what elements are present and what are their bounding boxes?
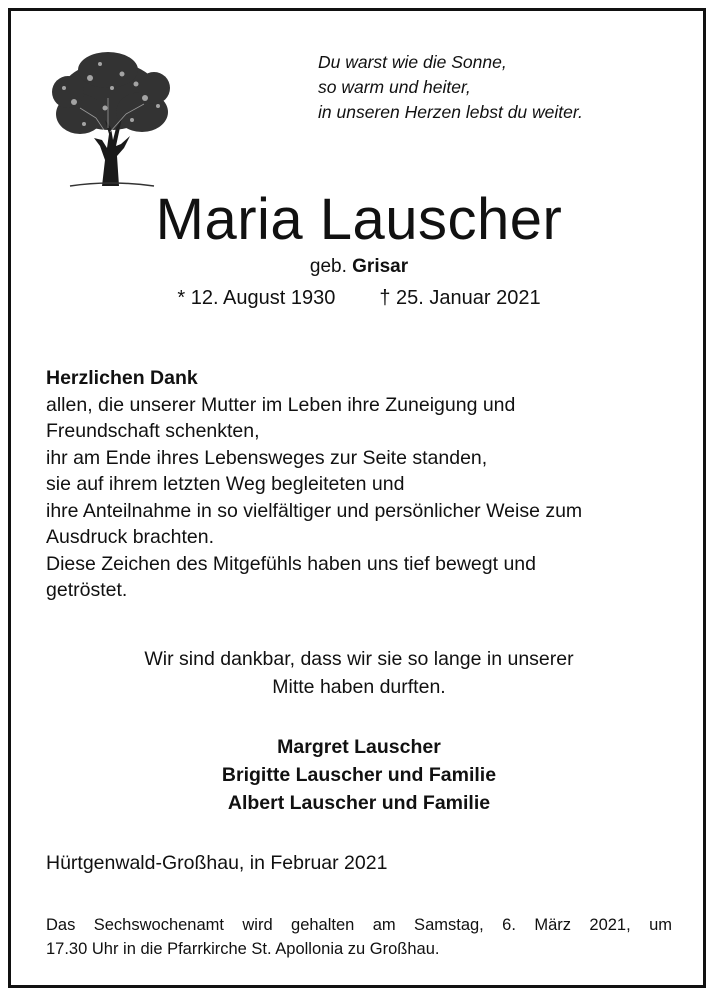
poem-line: so warm und heiter, (318, 77, 471, 97)
family-signatures (0, 733, 718, 817)
thanks-line: allen, die unserer Mutter im Leben ihre Zuneigung und (46, 393, 516, 416)
family-member: Albert Lauscher und Familie (227, 792, 491, 814)
family-member: Brigitte Lauscher und Familie (221, 764, 497, 786)
thanks-heading: Herzlichen Dank (46, 367, 198, 389)
service-line: Das Sechswochenamt wird gehalten am Samstag, 6. März 2021, um (46, 916, 672, 934)
thanks-line: getröstet. (46, 579, 128, 601)
thanks-text (46, 365, 686, 604)
poem-line: Du warst wie die Sonne, (318, 52, 507, 72)
closing-line: Mitte haben durften. (272, 676, 446, 698)
poem-verse (318, 50, 583, 125)
thanks-line: ihre Anteilnahme in so vielfältiger und persönlicher Weise zum (46, 499, 583, 522)
thanks-line: Ausdruck brachten. (46, 526, 215, 548)
thanks-line: sie auf ihrem letzten Weg begleiteten und (46, 473, 405, 495)
maiden-name-line (0, 254, 718, 280)
closing-statement (0, 645, 718, 701)
service-notice (46, 913, 672, 961)
service-line: 17.30 Uhr in die Pfarrkirche St. Apollonia zu Großhau. (46, 940, 440, 958)
thanks-line: Diese Zeichen des Mitgefühls haben uns tief bewegt und (46, 552, 536, 575)
birth-date: * 12. August 1930 (177, 287, 336, 309)
thanks-line: Freundschaft schenkten, (46, 420, 260, 442)
poem-line: in unseren Herzen lebst du weiter. (318, 102, 583, 122)
thanks-line: ihr am Ende ihres Lebensweges zur Seite standen, (46, 446, 488, 469)
closing-line: Wir sind dankbar, dass wir sie so lange in unserer (144, 648, 574, 670)
maiden-name: Grisar (352, 256, 409, 277)
life-dates (0, 284, 718, 312)
born-prefix: geb. (309, 256, 347, 277)
place-date: Hürtgenwald-Großhau, in Februar 2021 (46, 852, 388, 874)
family-member: Margret Lauscher (277, 736, 441, 758)
deceased-name: Maria Lauscher (155, 187, 563, 252)
death-date: † 25. Januar 2021 (379, 287, 541, 309)
oak-tree-icon (50, 48, 172, 188)
